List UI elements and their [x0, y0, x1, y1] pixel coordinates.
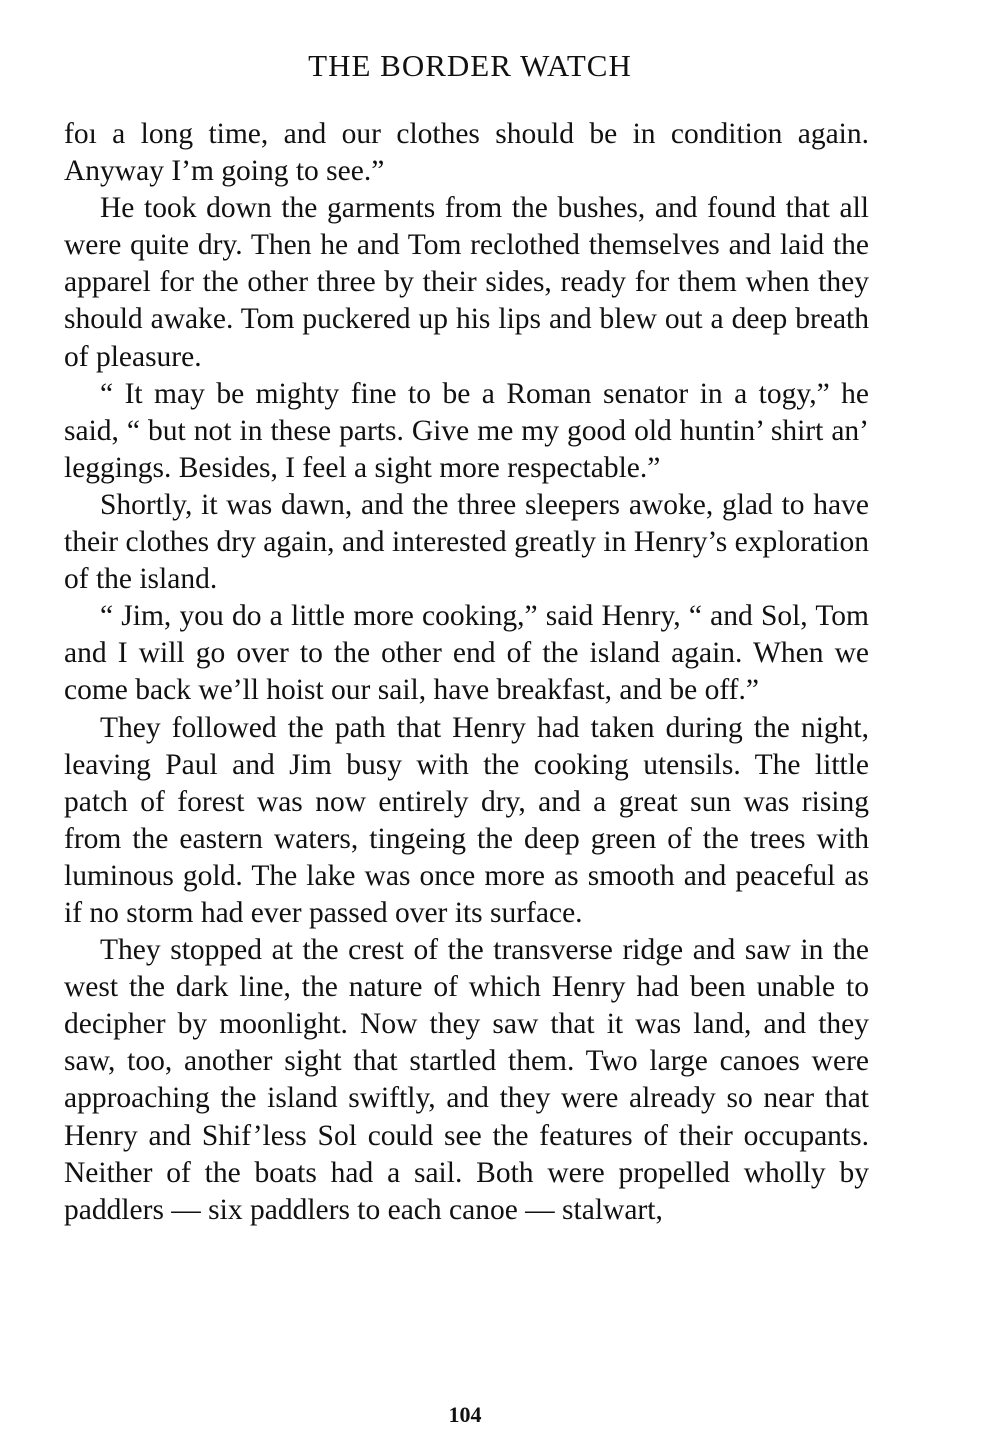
page-number: 104 — [448, 1402, 482, 1427]
paragraph: They followed the path that Henry had taken during the night, leaving Paul and Jim busy with the cooking utensils. The little patch of forest was now entirely dry, and a great sun was rising from the eastern waters, tingeing the deep green of the trees with luminous gold. The lake was once more as smooth and peaceful as if no storm had ever passed over its surface. — [64, 711, 869, 929]
paragraph: They stopped at the crest of the transverse ridge and saw in the west the dark line, the nature of which Henry had been unable to decipher by moonlight. Now they saw that it was land, and they saw, too, another sight that startled them. Two large canoes were approaching the island swiftly, and they were already so near that Henry and Shif’less Sol could see the features of their occupants. Neither of the boats had a sail. Both were propelled wholly by paddlers — six paddlers to each canoe — stalwart, — [64, 934, 869, 1226]
paragraph: He took down the garments from the bushes, and found that all were quite dry. Then he and Tom reclothed themselves and laid the apparel for the other three by their sides, ready for them when they should awake. Tom puckered up his lips and blew out a deep breath of pleasure. — [64, 192, 869, 373]
paragraph: “ It may be mighty fine to be a Roman senator in a togy,” he said, “ but not in these parts. Give me my good old huntin’ shirt an’ leggings. Besides, I feel a sight more respectable.” — [64, 377, 869, 484]
paragraph: Shortly, it was dawn, and the three sleepers awoke, glad to have their clothes dry again, and interested greatly in Henry’s exploration of the island. — [64, 488, 869, 596]
paragraph-continued: foı a long time, and our clothes should be in condition again. Anyway I’m going to see.” — [64, 118, 869, 188]
paragraph: “ Jim, you do a little more cooking,” said Henry, “ and Sol, Tom and I will go over to the other end of the island again. When we come back we’ll hoist our sail, have breakfast, and be off.” — [64, 600, 869, 707]
running-title: THE BORDER WATCH — [308, 48, 632, 83]
page-body — [64, 116, 869, 1229]
